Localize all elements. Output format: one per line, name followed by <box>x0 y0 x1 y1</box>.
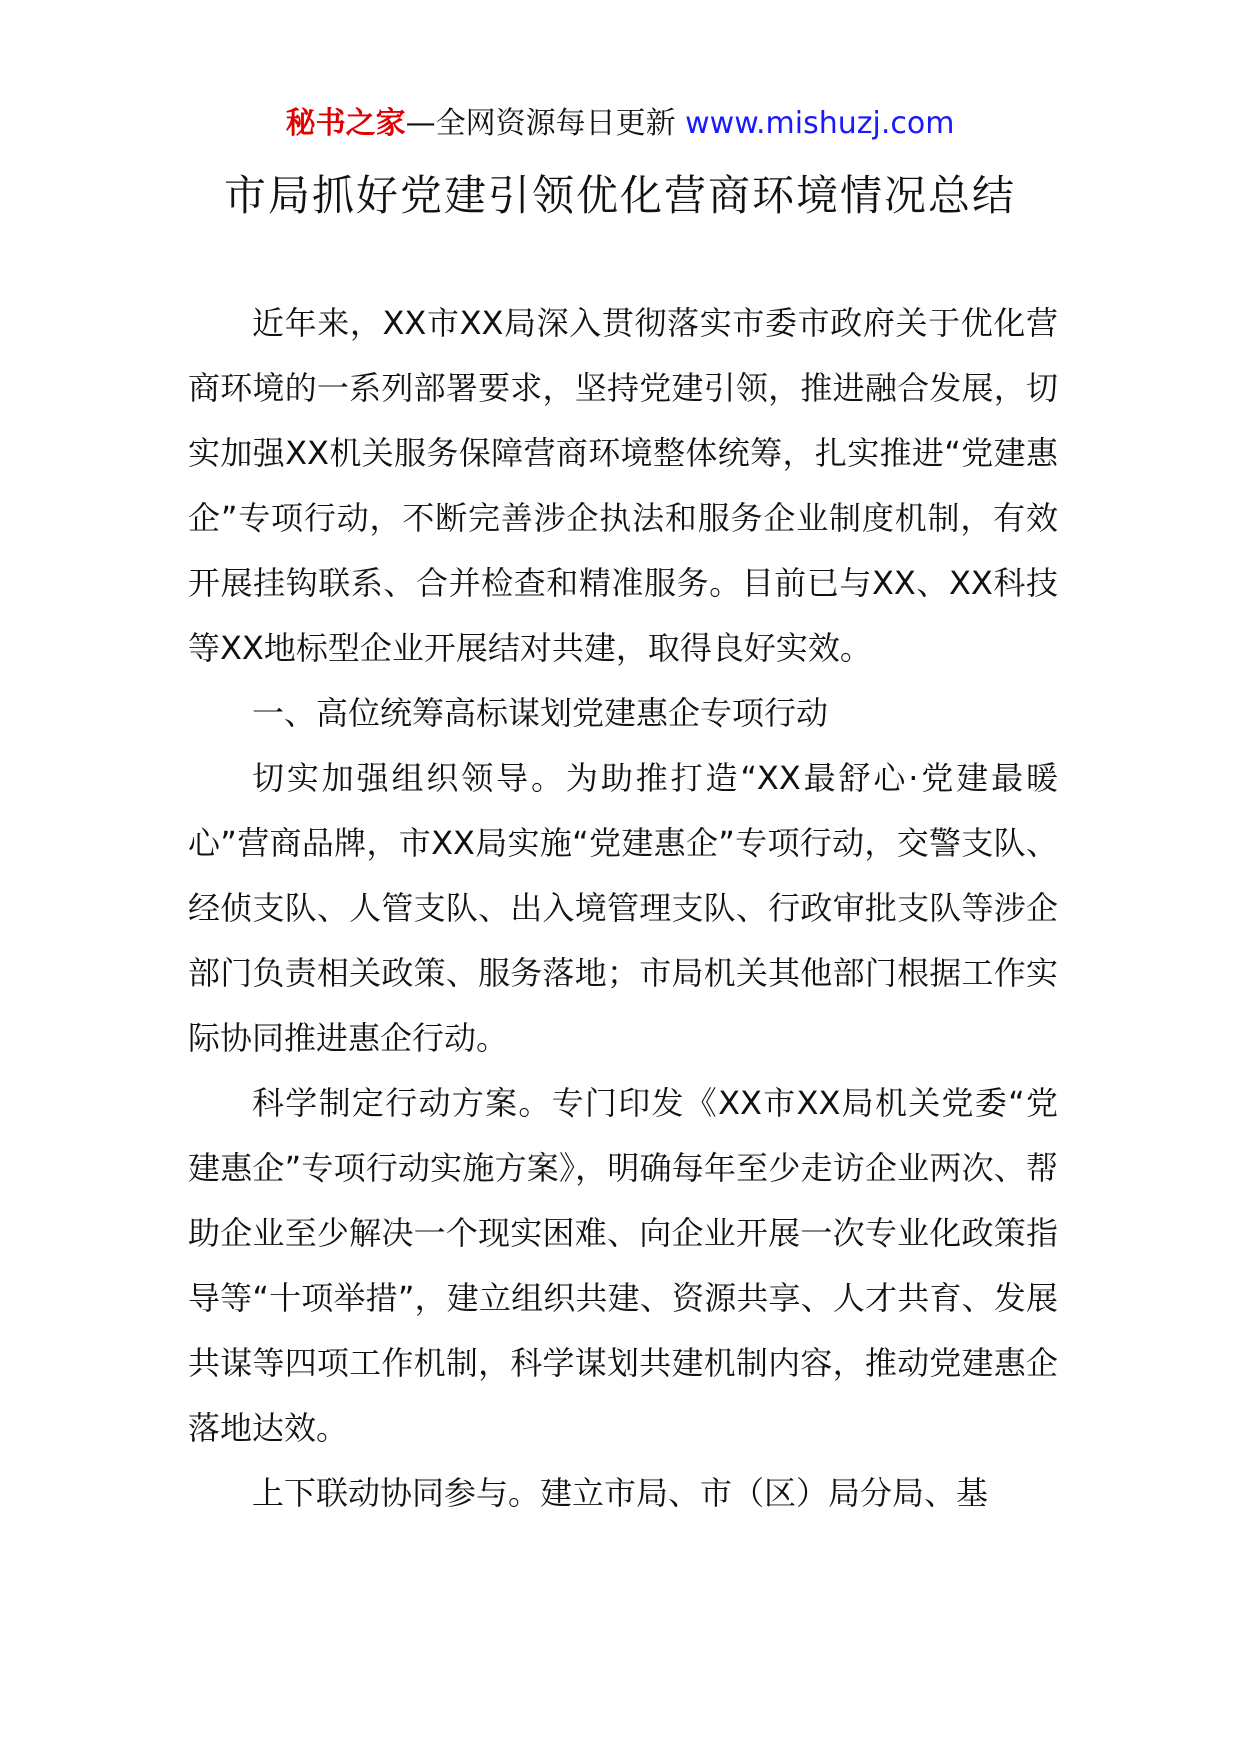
site-banner <box>0 100 1240 148</box>
body-paragraph: 上下联动协同参与。建立市局、市（区）局分局、基 <box>252 1474 989 1512</box>
document-body <box>188 291 1058 1526</box>
section-heading: 一、高位统筹高标谋划党建惠企专项行动 <box>252 694 829 732</box>
body-paragraph: 科学制定行动方案。专门印发《XX市XX局机关党委“党建惠企”专项行动实施方案》，明确每年至少走访企业两次、帮助企业至少解决一个现实困难、向企业开展一次专业化政策指导等“十项举措”，建立组织共建、资源共享、人才共育、发展共谋等四项工作机制，科学谋划共建机制内容，推动党建惠企落地达效。 <box>188 1084 1058 1447</box>
intro-paragraph: 近年来，XX市XX局深入贯彻落实市委市政府关于优化营商环境的一系列部署要求，坚持党建引领，推进融合发展，切实加强XX机关服务保障营商环境整体统筹，扎实推进“党建惠企”专项行动，不断完善涉企执法和服务企业制度机制，有效开展挂钩联系、合并检查和精准服务。目前已与XX、XX科技等XX地标型企业开展结对共建，取得良好实效。 <box>188 304 1058 667</box>
banner-url-link[interactable]: www.mishuzj.com <box>685 106 955 141</box>
banner-tagline: —全网资源每日更新 <box>405 106 676 141</box>
body-paragraph: 切实加强组织领导。为助推打造“XX最舒心·党建最暖心”营商品牌，市XX局实施“党建惠企”专项行动，交警支队、经侦支队、人管支队、出入境管理支队、行政审批支队等涉企部门负责相关政策、服务落地；市局机关其他部门根据工作实际协同推进惠企行动。 <box>188 759 1058 1057</box>
banner-brand: 秘书之家 <box>285 106 406 141</box>
document-title: 市局抓好党建引领优化营商环境情况总结 <box>223 171 1016 220</box>
